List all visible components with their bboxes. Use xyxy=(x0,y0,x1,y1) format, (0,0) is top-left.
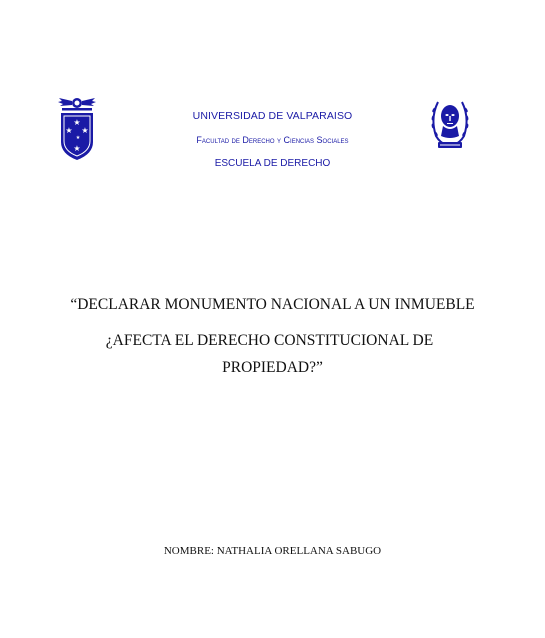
faculty-name xyxy=(0,135,545,145)
svg-text:★: ★ xyxy=(73,144,81,153)
svg-text:★: ★ xyxy=(73,118,81,127)
author-name: NOMBRE: NATHALIA ORELLANA SABUGO xyxy=(163,545,382,557)
title-line-3: PROPIEDAD?” xyxy=(222,359,323,376)
university-name: UNIVERSIDAD DE VALPARAISO xyxy=(192,110,353,122)
svg-text:★: ★ xyxy=(65,126,73,135)
svg-text:★: ★ xyxy=(75,135,81,141)
faculty-name-text: Facultad de Derecho y Ciencias Sociales xyxy=(196,135,349,145)
title-line-2: ¿AFECTA EL DERECHO CONSTITUCIONAL DE xyxy=(105,332,434,349)
university-shield-icon xyxy=(56,94,98,162)
school-name: ESCUELA DE DERECHO xyxy=(214,158,331,169)
title-line-1: “DECLARAR MONUMENTO NACIONAL A UN INMUEBLE xyxy=(70,296,475,313)
svg-text:★: ★ xyxy=(81,126,89,135)
